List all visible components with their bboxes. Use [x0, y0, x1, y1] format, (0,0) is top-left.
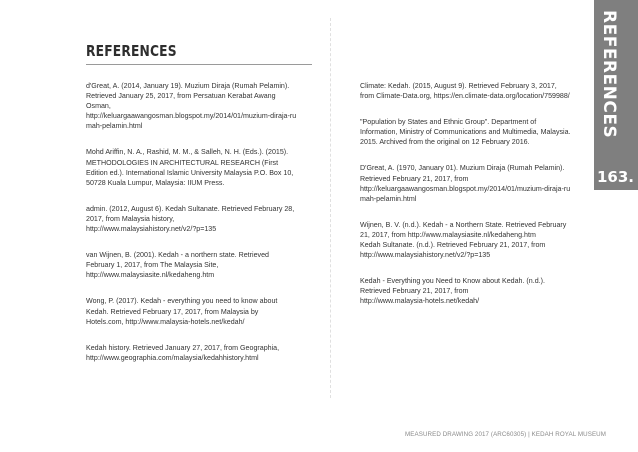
- reference-entry: Climate: Kedah. (2015, August 9). Retrieved February 3, 2017, from Climate-Data.org, https://en.climate-data.org/location/759988/: [360, 82, 570, 101]
- reference-entry: Mohd Ariffin, N. A., Rashid, M. M., & Salleh, N. H. (Eds.). (2015). METHODOLOGIES IN ARCHITECTURAL RESEARCH (First Edition ed.). International Islamic University Malaysia P.O. Box 10, 50728 Kuala Lumpur, Malaysia: IIUM Press.: [86, 148, 294, 187]
- reference-entry: d'Great, A. (2014, January 19). Muzium Diraja (Rumah Pelamin). Retrieved January 25, 2017, from Persatuan Kerabat Awang Osman, http://keluargaawangosman.blogspot.my/2014/01/muzium-diraja-ru mah-pelamin.html: [86, 82, 297, 131]
- reference-entry: Kedah history. Retrieved January 27, 2017, from Geographia, http://www.geographia.com/malaysia/kedahhistory.html: [86, 343, 280, 362]
- page-divider: [330, 18, 331, 398]
- reference-entry: Wong, P. (2017). Kedah - everything you need to know about Kedah. Retrieved February 17, 2017, from Malaysia by Hotels.com, http://www.malaysia-hotels.net/kedah/: [86, 297, 278, 326]
- references-left-column: [86, 81, 312, 379]
- reference-entry: van Wijnen, B. (2001). Kedah - a northern state. Retrieved February 1, 2017, from The Malaysia Site, http://www.malaysiasite.nl/kedaheng.htm: [86, 251, 269, 280]
- references-right-column: [360, 81, 586, 323]
- page-number: 163.: [596, 168, 634, 186]
- page-footer: MEASURED DRAWING 2017 (ARC60305) | KEDAH ROYAL MUSEUM: [405, 431, 606, 438]
- reference-entry: Kedah - Everything you Need to Know about Kedah. (n.d.). Retrieved February 21, 2017, from http://www.malaysia-hotels.net/kedah/: [360, 277, 545, 306]
- page-title: REFERENCES: [86, 42, 177, 60]
- title-underline: [86, 64, 312, 65]
- reference-entry: admin. (2012, August 6). Kedah Sultanate. Retrieved February 28, 2017, from Malaysia history, http://www.malaysiahistory.net/v2/?p=135: [86, 204, 295, 234]
- reference-entry: D'Great, A. (1970, January 01). Muzium Diraja (Rumah Pelamin). Retrieved February 21, 2017, from http://keluargaawangosman.blogspot.my/2014/01/muzium-diraja-ru mah-pelamin.html: [360, 164, 571, 203]
- side-tab-title: REFERENCES: [599, 10, 619, 139]
- reference-entry: Wijnen, B. V. (n.d.). Kedah - a Northern State. Retrieved February 21, 2017, from http://www.malaysiasite.nl/kedaheng.htm Kedah Sultanate. (n.d.). Retrieved February 21, 2017, from http://www.malaysiahistory.net/v2/?p=135: [360, 220, 567, 260]
- reference-entry: "Population by States and Ethnic Group". Department of Information, Ministry of Communications and Multimedia, Malaysia. 2015. Archived from the original on 12 February 2016.: [360, 118, 571, 147]
